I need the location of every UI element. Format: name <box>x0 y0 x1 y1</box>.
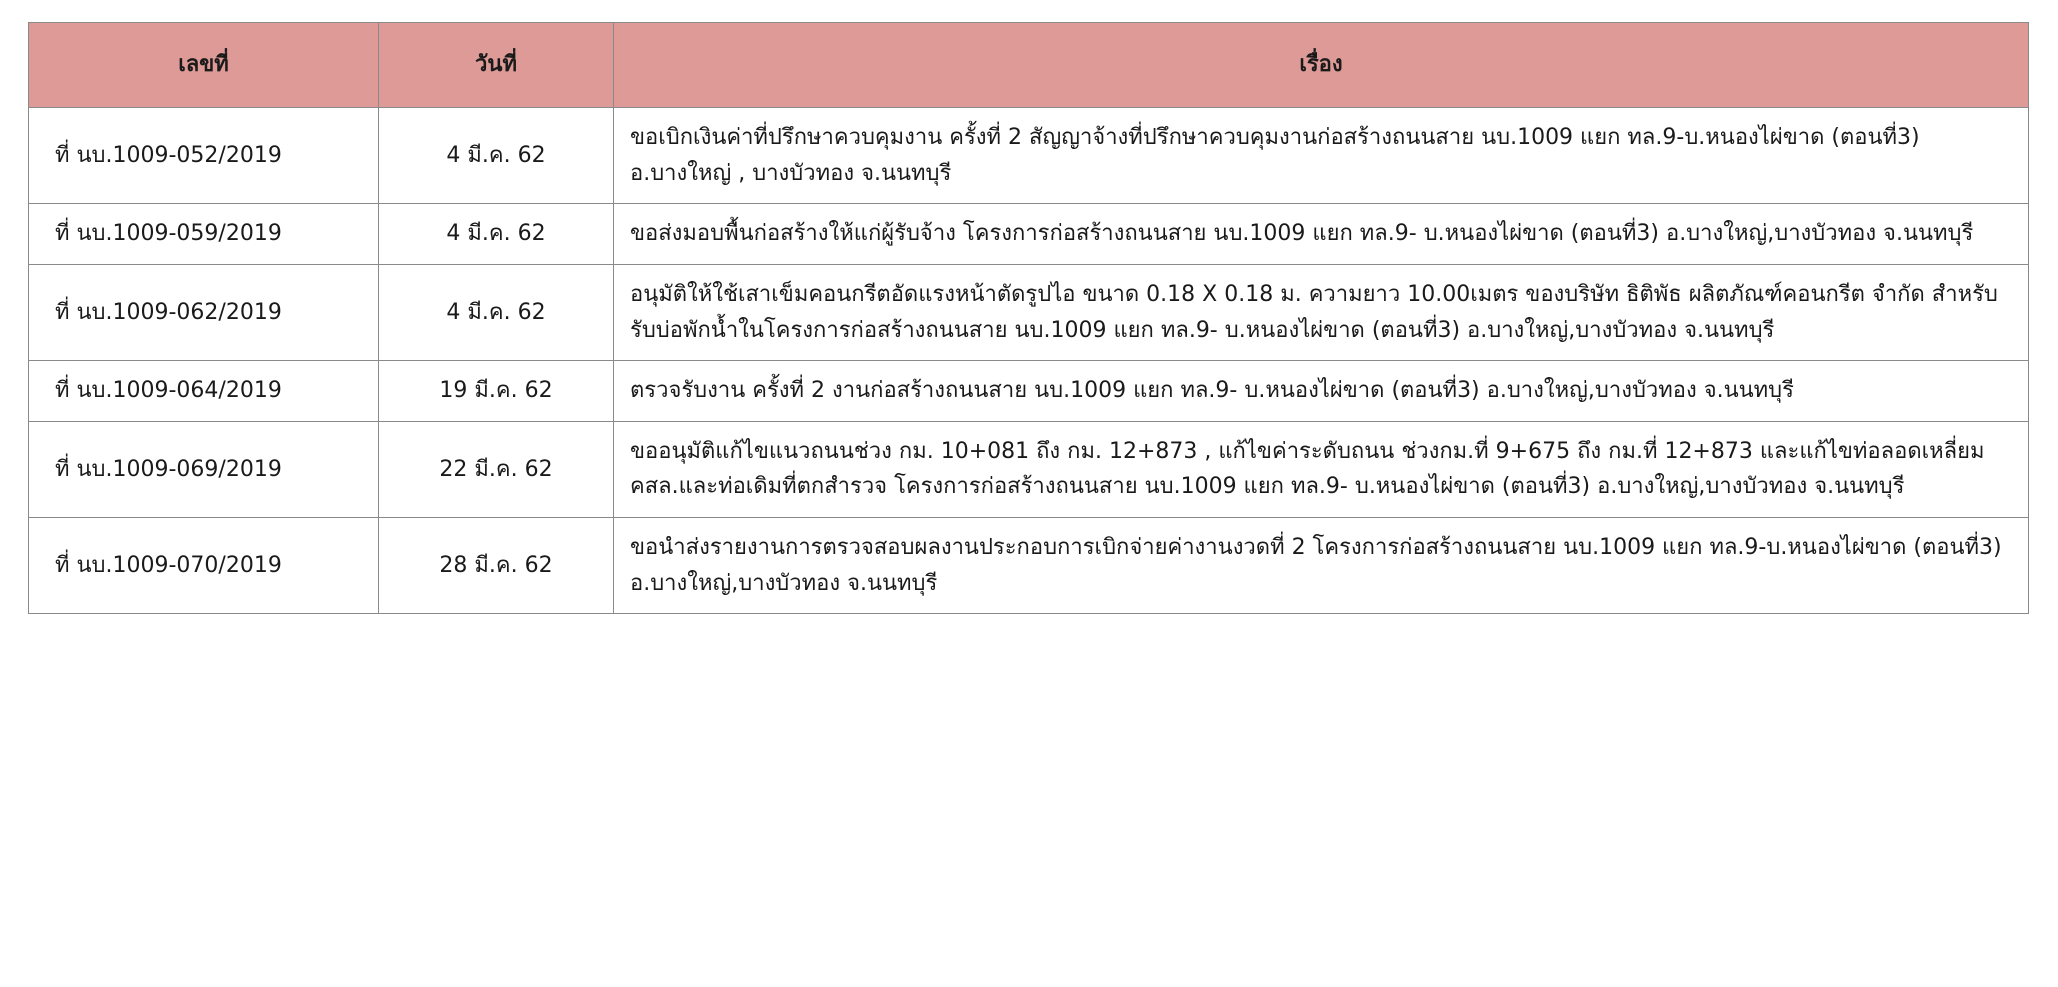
cell-date: 4 มี.ค. 62 <box>379 108 614 204</box>
cell-number: ที่ นบ.1009-062/2019 <box>29 264 379 360</box>
table-header <box>29 23 2029 108</box>
cell-subject: ขออนุมัติแก้ไขแนวถนนช่วง กม. 10+081 ถึง กม. 12+873 , แก้ไขค่าระดับถนน ช่วงกม.ที่ 9+675 ถึง กม.ที่ 12+873 และแก้ไขท่อลอดเหลี่ยม คสล.และท่อเดิมที่ตกสำรวจ โครงการก่อสร้างถนนสาย นบ.1009 แยก ทล.9- บ.หนองไผ่ขาด (ตอนที่3) อ.บางใหญ่,บางบัวทอง จ.นนทบุรี <box>614 421 2029 517</box>
cell-date: 19 มี.ค. 62 <box>379 361 614 422</box>
cell-date: 4 มี.ค. 62 <box>379 204 614 265</box>
table-row <box>29 204 2029 265</box>
cell-number: ที่ นบ.1009-070/2019 <box>29 518 379 614</box>
cell-number: ที่ นบ.1009-064/2019 <box>29 361 379 422</box>
table-row <box>29 421 2029 517</box>
cell-number: ที่ นบ.1009-052/2019 <box>29 108 379 204</box>
column-header-number: เลขที่ <box>29 23 379 108</box>
cell-subject: ตรวจรับงาน ครั้งที่ 2 งานก่อสร้างถนนสาย นบ.1009 แยก ทล.9- บ.หนองไผ่ขาด (ตอนที่3) อ.บางใหญ่,บางบัวทอง จ.นนทบุรี <box>614 361 2029 422</box>
cell-date: 22 มี.ค. 62 <box>379 421 614 517</box>
table-row <box>29 361 2029 422</box>
cell-date: 28 มี.ค. 62 <box>379 518 614 614</box>
table-row <box>29 108 2029 204</box>
cell-subject: ขอนำส่งรายงานการตรวจสอบผลงานประกอบการเบิกจ่ายค่างานงวดที่ 2 โครงการก่อสร้างถนนสาย นบ.1009 แยก ทล.9-บ.หนองไผ่ขาด (ตอนที่3) อ.บางใหญ่,บางบัวทอง จ.นนทบุรี <box>614 518 2029 614</box>
table-row <box>29 518 2029 614</box>
correspondence-table <box>28 22 2029 614</box>
table-body <box>29 108 2029 614</box>
column-header-date: วันที่ <box>379 23 614 108</box>
column-header-subject: เรื่อง <box>614 23 2029 108</box>
cell-number: ที่ นบ.1009-059/2019 <box>29 204 379 265</box>
cell-subject: ขอเบิกเงินค่าที่ปรึกษาควบคุมงาน ครั้งที่ 2 สัญญาจ้างที่ปรึกษาควบคุมงานก่อสร้างถนนสาย นบ.1009 แยก ทล.9-บ.หนองไผ่ขาด (ตอนที่3) อ.บางใหญ่ , บางบัวทอง จ.นนทบุรี <box>614 108 2029 204</box>
cell-date: 4 มี.ค. 62 <box>379 264 614 360</box>
cell-subject: อนุมัติให้ใช้เสาเข็มคอนกรีตอัดแรงหน้าตัดรูปไอ ขนาด 0.18 X 0.18 ม. ความยาว 10.00เมตร ของบริษัท ธิติพัธ ผลิตภัณฑ์คอนกรีต จำกัด สำหรับรับบ่อพักน้ำในโครงการก่อสร้างถนนสาย นบ.1009 แยก ทล.9- บ.หนองไผ่ขาด (ตอนที่3) อ.บางใหญ่,บางบัวทอง จ.นนทบุรี <box>614 264 2029 360</box>
cell-subject: ขอส่งมอบพื้นก่อสร้างให้แก่ผู้รับจ้าง โครงการก่อสร้างถนนสาย นบ.1009 แยก ทล.9- บ.หนองไผ่ขาด (ตอนที่3) อ.บางใหญ่,บางบัวทอง จ.นนทบุรี <box>614 204 2029 265</box>
table-header-row <box>29 23 2029 108</box>
table-row <box>29 264 2029 360</box>
cell-number: ที่ นบ.1009-069/2019 <box>29 421 379 517</box>
